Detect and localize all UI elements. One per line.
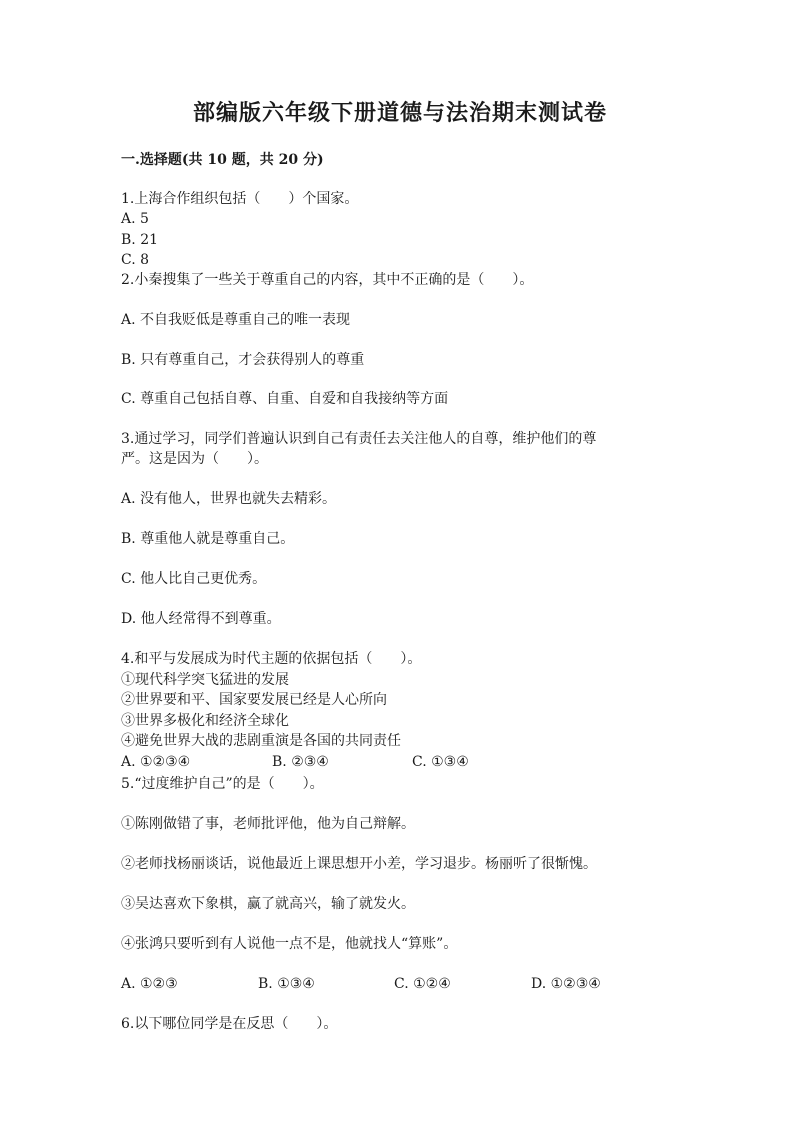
question-1-option-b: B. 21 — [121, 232, 159, 248]
question-3-stem-line-2: 严。这是因为（ ）。 — [121, 451, 268, 467]
page-title: 部编版六年级下册道德与法治期末测试卷 — [192, 100, 607, 126]
question-2-option-b: B. 只有尊重自己，才会获得别人的尊重 — [121, 352, 365, 368]
question-2-option-c: C. 尊重自己包括自尊、自重、自爱和自我接纳等方面 — [121, 391, 449, 407]
question-5-item-3: ③吴达喜欢下象棋，赢了就高兴，输了就发火。 — [121, 896, 415, 912]
question-4-stem: 4.和平与发展成为时代主题的依据包括（ ）。 — [121, 651, 422, 667]
question-5-option-c: C. ①②④ — [394, 976, 451, 992]
question-5-option-a: A. ①②③ — [121, 976, 178, 992]
question-4-option-b: B. ②③④ — [272, 754, 329, 770]
question-4-item-1: ①现代科学突飞猛进的发展 — [121, 672, 289, 688]
question-6-stem: 6.以下哪位同学是在反思（ ）。 — [121, 1016, 338, 1032]
question-4-item-3: ③世界多极化和经济全球化 — [121, 713, 289, 729]
question-1-option-a: A. 5 — [121, 211, 149, 227]
question-5-option-b: B. ①③④ — [258, 976, 315, 992]
question-3-stem-line-1: 3.通过学习，同学们普遍认识到自己有责任去关注他人的自尊，维护他们的尊 — [121, 431, 597, 447]
question-5-option-d: D. ①②③④ — [531, 976, 601, 992]
question-4-option-a: A. ①②③④ — [121, 754, 191, 770]
question-2-stem: 2.小秦搜集了一些关于尊重自己的内容，其中不正确的是（ ）。 — [121, 272, 534, 288]
question-3-option-a: A. 没有他人，世界也就失去精彩。 — [121, 491, 337, 507]
question-5-stem: 5.“过度维护自己”的是（ ）。 — [121, 776, 324, 792]
question-3-option-b: B. 尊重他人就是尊重自己。 — [121, 531, 295, 547]
question-4-item-4: ④避免世界大战的悲剧重演是各国的共同责任 — [121, 733, 401, 749]
question-1-option-c: C. 8 — [121, 252, 150, 268]
question-4-option-c: C. ①③④ — [412, 754, 469, 770]
question-2-option-a: A. 不自我贬低是尊重自己的唯一表现 — [121, 312, 351, 328]
question-5-item-2: ②老师找杨丽谈话，说他最近上课思想开小差，学习退步。杨丽听了很惭愧。 — [121, 856, 597, 872]
question-1-stem: 1.上海合作组织包括（ ）个国家。 — [121, 191, 359, 207]
section-heading: 一.选择题(共 10 题，共 20 分) — [121, 152, 324, 168]
question-3-option-c: C. 他人比自己更优秀。 — [121, 571, 267, 587]
question-5-item-4: ④张鸿只要听到有人说他一点不是，他就找人“算账”。 — [121, 936, 458, 952]
question-5-item-1: ①陈刚做错了事，老师批评他，他为自己辩解。 — [121, 816, 415, 832]
question-4-item-2: ②世界要和平、国家要发展已经是人心所向 — [121, 692, 387, 708]
question-3-option-d: D. 他人经常得不到尊重。 — [121, 611, 281, 627]
